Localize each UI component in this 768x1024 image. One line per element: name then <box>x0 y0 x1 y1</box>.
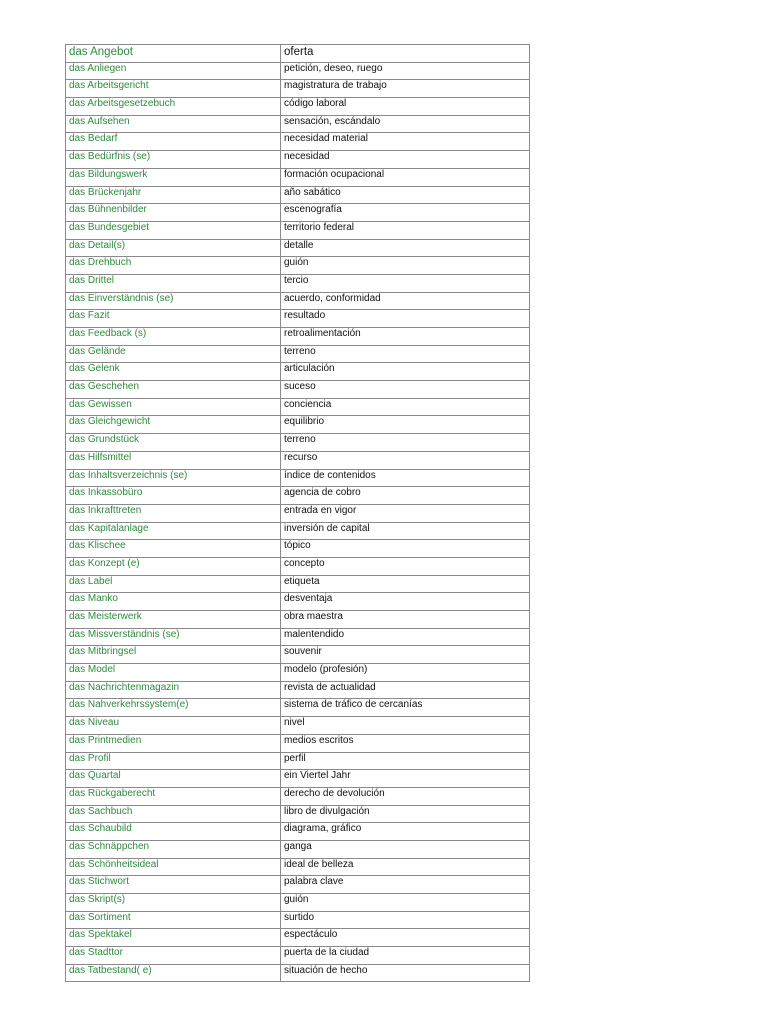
table-row <box>66 239 530 257</box>
spanish-translation-cell: equilibrio <box>281 416 530 434</box>
german-term-cell: das Mitbringsel <box>66 646 281 664</box>
german-term-cell: das Geschehen <box>66 381 281 399</box>
german-term-cell: das Drehbuch <box>66 257 281 275</box>
table-row <box>66 858 530 876</box>
german-term-cell: das Inkrafttreten <box>66 504 281 522</box>
table-row <box>66 646 530 664</box>
table-row <box>66 434 530 452</box>
table-row <box>66 451 530 469</box>
spanish-translation-cell: retroalimentación <box>281 328 530 346</box>
german-term-cell: das Printmedien <box>66 734 281 752</box>
german-term-cell: das Hilfsmittel <box>66 451 281 469</box>
spanish-translation-cell: tercio <box>281 274 530 292</box>
german-term-cell: das Konzept (e) <box>66 557 281 575</box>
spanish-translation-cell: detalle <box>281 239 530 257</box>
spanish-translation-cell: acuerdo, conformidad <box>281 292 530 310</box>
table-row <box>66 398 530 416</box>
table-row <box>66 734 530 752</box>
spanish-translation-cell: índice de contenidos <box>281 469 530 487</box>
spanish-translation-cell: ein Viertel Jahr <box>281 770 530 788</box>
german-term-cell: das Bedürfnis (se) <box>66 151 281 169</box>
table-row <box>66 381 530 399</box>
spanish-translation-cell: etiqueta <box>281 575 530 593</box>
table-row <box>66 699 530 717</box>
table-row <box>66 45 530 63</box>
table-row <box>66 257 530 275</box>
table-row <box>66 133 530 151</box>
spanish-translation-cell: entrada en vigor <box>281 504 530 522</box>
spanish-translation-cell: inversión de capital <box>281 522 530 540</box>
german-term-cell: das Stadttor <box>66 947 281 965</box>
german-term-cell: das Arbeitsgericht <box>66 80 281 98</box>
table-row <box>66 168 530 186</box>
german-term-cell: das Model <box>66 664 281 682</box>
spanish-translation-cell: souvenir <box>281 646 530 664</box>
german-term-cell: das Spektakel <box>66 929 281 947</box>
german-term-cell: das Tatbestand( e) <box>66 964 281 982</box>
spanish-translation-cell: articulación <box>281 363 530 381</box>
table-row <box>66 469 530 487</box>
table-row <box>66 752 530 770</box>
german-term-cell: das Drittel <box>66 274 281 292</box>
table-row <box>66 345 530 363</box>
spanish-translation-cell: espectáculo <box>281 929 530 947</box>
german-term-cell: das Bildungswerk <box>66 168 281 186</box>
table-row <box>66 894 530 912</box>
vocabulary-table <box>65 44 530 982</box>
german-term-cell: das Gelenk <box>66 363 281 381</box>
spanish-translation-cell: magistratura de trabajo <box>281 80 530 98</box>
german-term-cell: das Bedarf <box>66 133 281 151</box>
spanish-translation-cell: terreno <box>281 345 530 363</box>
spanish-translation-cell: guión <box>281 894 530 912</box>
german-term-cell: das Niveau <box>66 717 281 735</box>
table-row <box>66 186 530 204</box>
german-term-cell: das Fazit <box>66 310 281 328</box>
german-term-cell: das Sortiment <box>66 911 281 929</box>
german-term-cell: das Klischee <box>66 540 281 558</box>
table-row <box>66 593 530 611</box>
spanish-translation-cell: conciencia <box>281 398 530 416</box>
table-row <box>66 770 530 788</box>
table-row <box>66 151 530 169</box>
spanish-translation-cell: petición, deseo, ruego <box>281 62 530 80</box>
german-term-cell: das Stichwort <box>66 876 281 894</box>
table-row <box>66 964 530 982</box>
german-term-cell: das Gleichgewicht <box>66 416 281 434</box>
table-row <box>66 717 530 735</box>
spanish-translation-cell: recurso <box>281 451 530 469</box>
german-term-cell: das Manko <box>66 593 281 611</box>
spanish-translation-cell: sistema de tráfico de cercanías <box>281 699 530 717</box>
german-term-cell: das Angebot <box>66 45 281 63</box>
german-term-cell: das Label <box>66 575 281 593</box>
table-row <box>66 115 530 133</box>
table-row <box>66 575 530 593</box>
german-term-cell: das Profil <box>66 752 281 770</box>
spanish-translation-cell: guión <box>281 257 530 275</box>
german-term-cell: das Schnäppchen <box>66 840 281 858</box>
table-row <box>66 840 530 858</box>
spanish-translation-cell: sensación, escándalo <box>281 115 530 133</box>
table-row <box>66 911 530 929</box>
spanish-translation-cell: tópico <box>281 540 530 558</box>
table-row <box>66 876 530 894</box>
spanish-translation-cell: puerta de la ciudad <box>281 947 530 965</box>
table-row <box>66 416 530 434</box>
spanish-translation-cell: derecho de devolución <box>281 787 530 805</box>
table-row <box>66 328 530 346</box>
table-row <box>66 363 530 381</box>
table-row <box>66 540 530 558</box>
german-term-cell: das Schönheitsideal <box>66 858 281 876</box>
table-row <box>66 805 530 823</box>
spanish-translation-cell: oferta <box>281 45 530 63</box>
table-row <box>66 292 530 310</box>
spanish-translation-cell: código laboral <box>281 98 530 116</box>
table-row <box>66 628 530 646</box>
table-row <box>66 274 530 292</box>
spanish-translation-cell: terreno <box>281 434 530 452</box>
german-term-cell: das Aufsehen <box>66 115 281 133</box>
table-row <box>66 504 530 522</box>
spanish-translation-cell: malentendido <box>281 628 530 646</box>
table-row <box>66 221 530 239</box>
spanish-translation-cell: libro de divulgación <box>281 805 530 823</box>
table-row <box>66 611 530 629</box>
spanish-translation-cell: territorio federal <box>281 221 530 239</box>
spanish-translation-cell: revista de actualidad <box>281 681 530 699</box>
table-row <box>66 681 530 699</box>
german-term-cell: das Sachbuch <box>66 805 281 823</box>
spanish-translation-cell: situación de hecho <box>281 964 530 982</box>
german-term-cell: das Brückenjahr <box>66 186 281 204</box>
german-term-cell: das Einverständnis (se) <box>66 292 281 310</box>
table-row <box>66 310 530 328</box>
german-term-cell: das Quartal <box>66 770 281 788</box>
spanish-translation-cell: modelo (profesión) <box>281 664 530 682</box>
spanish-translation-cell: concepto <box>281 557 530 575</box>
spanish-translation-cell: necesidad material <box>281 133 530 151</box>
spanish-translation-cell: perfil <box>281 752 530 770</box>
spanish-translation-cell: ideal de belleza <box>281 858 530 876</box>
table-row <box>66 98 530 116</box>
german-term-cell: das Nahverkehrssystem(e) <box>66 699 281 717</box>
spanish-translation-cell: escenografía <box>281 204 530 222</box>
german-term-cell: das Gelände <box>66 345 281 363</box>
table-row <box>66 947 530 965</box>
spanish-translation-cell: desventaja <box>281 593 530 611</box>
german-term-cell: das Gewissen <box>66 398 281 416</box>
spanish-translation-cell: medios escritos <box>281 734 530 752</box>
table-row <box>66 522 530 540</box>
spanish-translation-cell: surtido <box>281 911 530 929</box>
vocabulary-table-body <box>66 45 530 982</box>
german-term-cell: das Bühnenbilder <box>66 204 281 222</box>
german-term-cell: das Inhaltsverzeichnis (se) <box>66 469 281 487</box>
german-term-cell: das Missverständnis (se) <box>66 628 281 646</box>
table-row <box>66 557 530 575</box>
spanish-translation-cell: ganga <box>281 840 530 858</box>
german-term-cell: das Detail(s) <box>66 239 281 257</box>
german-term-cell: das Bundesgebiet <box>66 221 281 239</box>
german-term-cell: das Inkassobüro <box>66 487 281 505</box>
table-row <box>66 204 530 222</box>
german-term-cell: das Rückgaberecht <box>66 787 281 805</box>
spanish-translation-cell: suceso <box>281 381 530 399</box>
table-row <box>66 62 530 80</box>
german-term-cell: das Meisterwerk <box>66 611 281 629</box>
german-term-cell: das Skript(s) <box>66 894 281 912</box>
spanish-translation-cell: palabra clave <box>281 876 530 894</box>
table-row <box>66 487 530 505</box>
spanish-translation-cell: año sabático <box>281 186 530 204</box>
german-term-cell: das Grundstück <box>66 434 281 452</box>
spanish-translation-cell: formación ocupacional <box>281 168 530 186</box>
german-term-cell: das Schaubild <box>66 823 281 841</box>
table-row <box>66 664 530 682</box>
german-term-cell: das Nachrichtenmagazin <box>66 681 281 699</box>
german-term-cell: das Anliegen <box>66 62 281 80</box>
german-term-cell: das Arbeitsgesetzebuch <box>66 98 281 116</box>
german-term-cell: das Feedback (s) <box>66 328 281 346</box>
table-row <box>66 80 530 98</box>
table-row <box>66 929 530 947</box>
spanish-translation-cell: diagrama, gráfico <box>281 823 530 841</box>
table-row <box>66 823 530 841</box>
table-row <box>66 787 530 805</box>
spanish-translation-cell: resultado <box>281 310 530 328</box>
spanish-translation-cell: obra maestra <box>281 611 530 629</box>
german-term-cell: das Kapitalanlage <box>66 522 281 540</box>
spanish-translation-cell: necesidad <box>281 151 530 169</box>
spanish-translation-cell: nivel <box>281 717 530 735</box>
spanish-translation-cell: agencia de cobro <box>281 487 530 505</box>
